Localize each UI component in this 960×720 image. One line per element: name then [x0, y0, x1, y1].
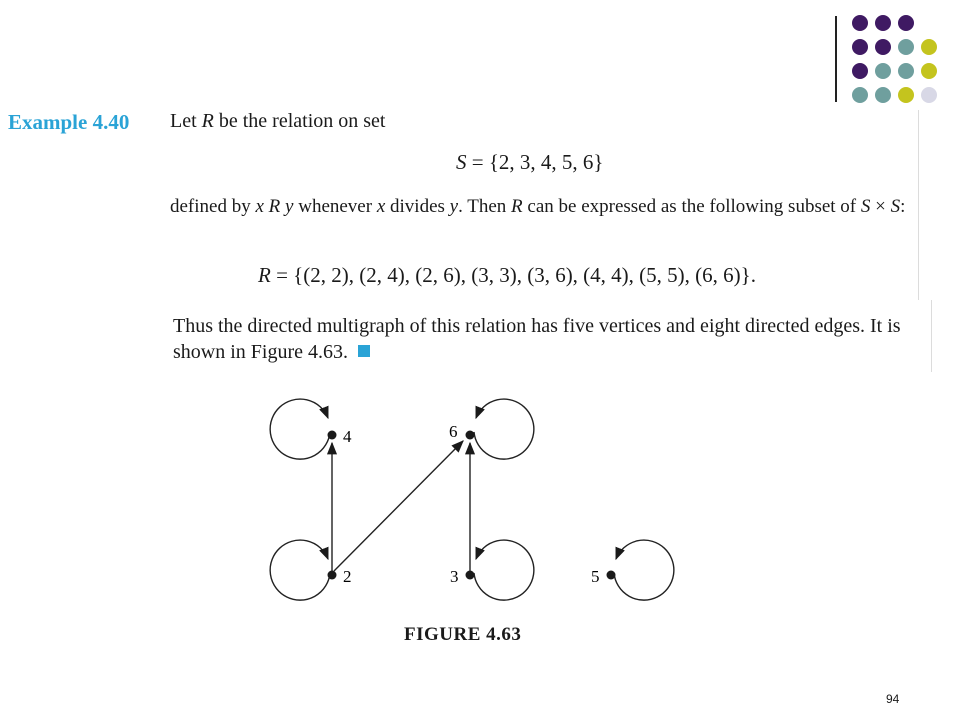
- decor-dot: [852, 87, 868, 103]
- decor-dot: [875, 87, 891, 103]
- relation-equation: R = {(2, 2), (2, 4), (2, 6), (3, 3), (3, 6), (4, 4), (5, 5), (6, 6)}.: [258, 263, 756, 287]
- figure-caption: FIGURE 4.63: [404, 624, 522, 645]
- decor-dot: [921, 39, 937, 55]
- end-of-proof-square: [358, 345, 370, 357]
- edge-2-to-6: [334, 441, 463, 571]
- loop-edge-6: [474, 399, 534, 459]
- vertex-label-2: 2: [343, 567, 352, 586]
- decor-dot: [921, 87, 937, 103]
- header-divider-line: [835, 16, 837, 102]
- decor-dot: [898, 87, 914, 103]
- vertex-3: [466, 571, 475, 580]
- definition-text: defined by x R y whenever x divides y. Then R can be expressed as the following subset of S × S:: [170, 196, 906, 217]
- decor-dot: [852, 63, 868, 79]
- loop-edge-3: [474, 540, 534, 600]
- set-definition: S = {2, 3, 4, 5, 6}: [456, 150, 604, 174]
- vertex-6: [466, 431, 475, 440]
- decor-dot: [875, 63, 891, 79]
- decor-dot: [875, 39, 891, 55]
- vertex-2: [328, 571, 337, 580]
- decor-dot: [852, 15, 868, 31]
- loop-edge-5: [614, 540, 674, 600]
- decor-dot: [875, 15, 891, 31]
- decor-dot: [898, 63, 914, 79]
- vertex-label-3: 3: [450, 567, 459, 586]
- loop-edge-4: [270, 399, 330, 459]
- vertex-4: [328, 431, 337, 440]
- vertex-label-6: 6: [449, 422, 458, 441]
- decor-dot: [898, 39, 914, 55]
- intro-text: Let R be the relation on set: [170, 110, 386, 132]
- conclusion-text: Thus the directed multigraph of this relation has five vertices and eight directed edges. It is shown in Figure 4.63.: [173, 315, 901, 363]
- decor-dot: [852, 39, 868, 55]
- decorative-dot-grid: [848, 14, 948, 106]
- vertex-label-5: 5: [591, 567, 600, 586]
- page-number: 94: [886, 692, 900, 706]
- directed-multigraph: [250, 385, 730, 630]
- decor-dot: [898, 15, 914, 31]
- loop-edge-2: [270, 540, 330, 600]
- example-label: Example 4.40: [8, 110, 130, 134]
- vertex-label-4: 4: [343, 427, 352, 446]
- vertex-5: [607, 571, 616, 580]
- decor-dot: [921, 63, 937, 79]
